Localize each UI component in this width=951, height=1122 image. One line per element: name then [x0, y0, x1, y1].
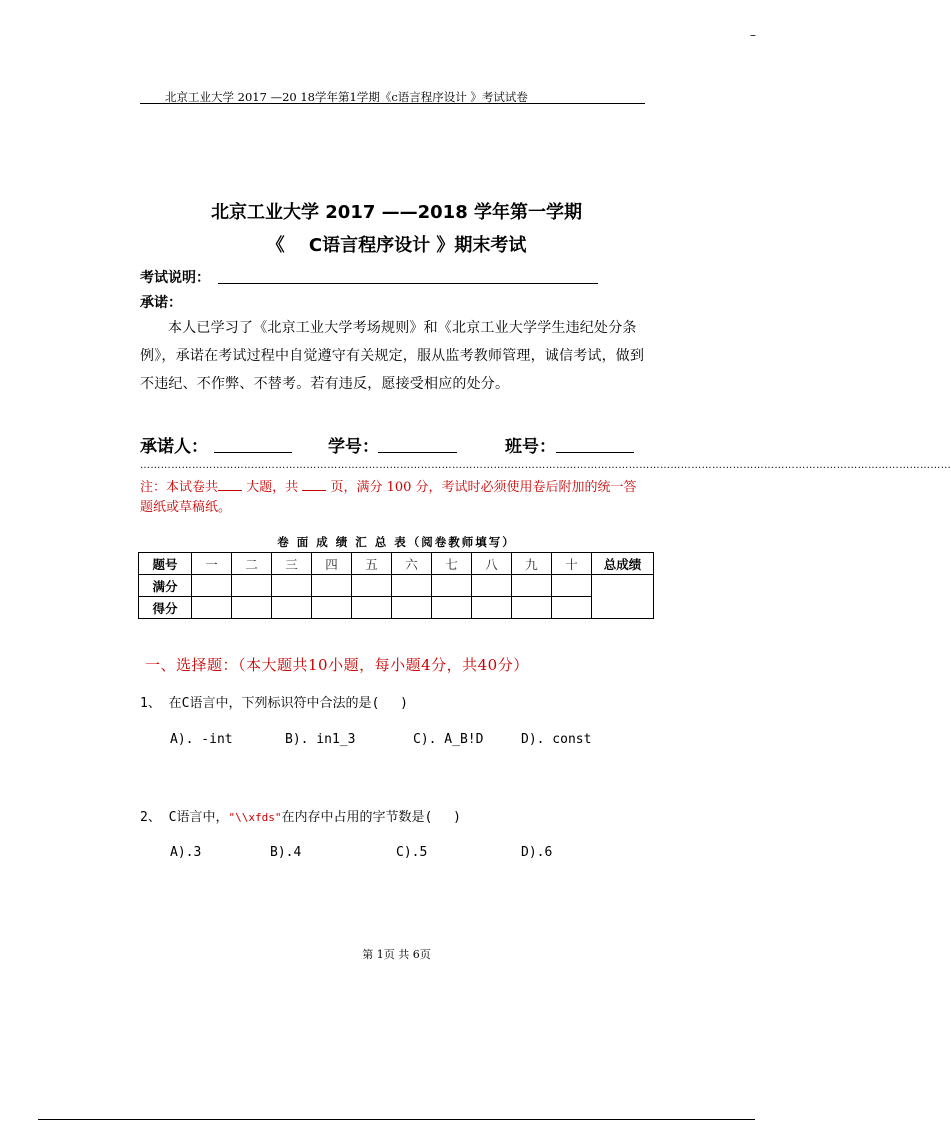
page-footer: 第 1页 共 6页: [362, 948, 431, 961]
column-header: 三: [272, 553, 312, 575]
table-cell: [312, 597, 352, 619]
table-row: [139, 553, 654, 575]
promise-label: 承诺：: [140, 295, 182, 311]
question-1-option-a: A). -int: [170, 732, 233, 747]
section-title-multiple-choice: 一、选择题：（本大题共10小题，每小题4分，共40分）: [145, 656, 529, 674]
column-header: 五: [352, 553, 392, 575]
question-2-code-literal: "\\xfds": [228, 811, 282, 824]
exam-title-line2: 《 C语言程序设计 》期末考试: [266, 235, 527, 256]
row-header-full-marks: 满分: [139, 575, 192, 597]
page-count-blank: [302, 478, 326, 491]
column-header: 一: [192, 553, 232, 575]
student-id-blank: [378, 452, 457, 453]
question-2-option-c: C).5: [396, 845, 428, 860]
table-cell: [432, 597, 472, 619]
column-header: 九: [512, 553, 552, 575]
table-cell: [232, 575, 272, 597]
row-header-question-no: 题号: [139, 553, 192, 575]
question-2-option-a: A).3: [170, 845, 202, 860]
table-cell: [272, 575, 312, 597]
notice-part2: 大题，共: [246, 480, 299, 495]
exam-instructions-label: 考试说明：: [140, 270, 210, 286]
table-row: [139, 597, 654, 619]
table-cell: [392, 597, 432, 619]
question-2-option-d: D).6: [521, 845, 553, 860]
score-summary-table: [138, 552, 654, 619]
bottom-rule: [38, 1119, 755, 1120]
table-cell: [552, 575, 592, 597]
column-header: 七: [432, 553, 472, 575]
total-score-cell: [592, 575, 654, 619]
column-header: 八: [472, 553, 512, 575]
question-2-stem: [140, 806, 461, 825]
table-cell: [232, 597, 272, 619]
question-2-stem-before: 2、 C语言中，: [140, 810, 229, 825]
notice-part3: 页，满分 100 分，考试时必须使用卷后附加的统一答题纸或草稿纸。: [140, 480, 637, 515]
table-cell: [192, 575, 232, 597]
total-score-header: 总成绩: [592, 553, 654, 575]
exam-instructions-blank: [218, 283, 598, 284]
corner-mark: –: [750, 28, 756, 42]
table-cell: [472, 597, 512, 619]
notice-part1: 注：本试卷共: [140, 480, 219, 495]
question-1-option-c: C). A_B!D: [413, 732, 484, 747]
exam-title-line1: 北京工业大学 2017 ——2018 学年第一学期: [211, 202, 582, 223]
class-label: 班号：: [505, 437, 556, 457]
pledge-paragraph: 本人已学习了《北京工业大学考场规则》和《北京工业大学学生违纪处分条例》，承诺在考试过程中自觉遵守有关规定，服从监考教师管理，诚信考试，做到不违纪、不作弊、不替考。若有违反，愿接受相应的处分。: [140, 320, 645, 392]
section-count-blank: [218, 478, 242, 491]
table-row: [139, 575, 654, 597]
column-header: 六: [392, 553, 432, 575]
table-cell: [352, 597, 392, 619]
table-cell: [272, 597, 312, 619]
table-cell: [512, 575, 552, 597]
table-cell: [352, 575, 392, 597]
table-cell: [552, 597, 592, 619]
student-id-label: 学号：: [328, 437, 379, 457]
question-1-option-d: D). const: [521, 732, 592, 747]
table-cell: [432, 575, 472, 597]
table-cell: [472, 575, 512, 597]
column-header: 十: [552, 553, 592, 575]
running-header: 北京工业大学 2017 —20 18学年第1学期《c语言程序设计 》考试试卷: [165, 90, 528, 104]
question-2-option-b: B).4: [270, 845, 302, 860]
row-header-score: 得分: [139, 597, 192, 619]
pledger-label: 承诺人：: [140, 437, 208, 457]
table-cell: [192, 597, 232, 619]
table-cell: [392, 575, 432, 597]
pledger-blank: [214, 452, 292, 453]
question-1-option-b: B). in1_3: [285, 732, 356, 747]
question-2-stem-after: 在内存中占用的字节数是( ): [281, 810, 461, 825]
cut-line-dots: ………………………………………………………………………………………………………………………………………………………………………………………………………………: [140, 460, 951, 471]
header-rule: [140, 103, 645, 104]
column-header: 二: [232, 553, 272, 575]
column-header: 四: [312, 553, 352, 575]
score-table-caption: 卷 面 成 绩 汇 总 表（阅卷教师填写）: [277, 535, 516, 549]
class-blank: [556, 452, 634, 453]
table-cell: [512, 597, 552, 619]
question-1-stem: 1、 在C语言中，下列标识符中合法的是( ): [140, 696, 408, 711]
exam-notice: [140, 478, 645, 518]
table-cell: [312, 575, 352, 597]
